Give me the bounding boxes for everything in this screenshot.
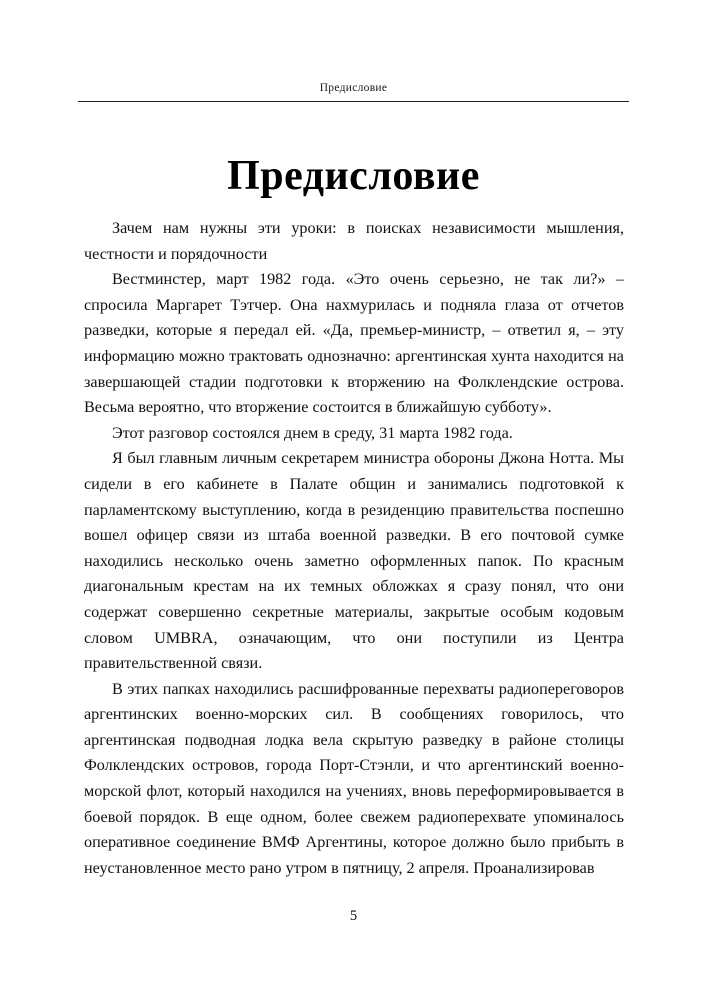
paragraph: Вестминстер, март 1982 года. «Это очень серьезно, не так ли?» – спросила Маргарет Тэтчер. Она нахмурилась и подняла глаза от отчетов разведки, которые я передал ей. «Да, премьер-министр, – ответил я, – эту информацию можно трактовать однозначно: аргентинская хунта находится на завершающей стадии подготовки к вторжению на Фолклендские острова. Весьма вероятно, что вторжение состоится в ближайшую субботу». xyxy=(84,270,624,417)
paragraph: Я был главным личным секретарем министра обороны Джона Нотта. Мы сидели в его кабинете в Палате общин и занимались подготовкой к парламентскому выступлению, когда в резиденцию правительства поспешно вошел офицер связи из штаба военной разведки. В его почтовой сумке находились несколько очень заметно оформленных папок. По красным диагональным крестам на их темных обложках я сразу понял, что они содержат совершенно секретные материалы, закрытые особым кодовым словом UMBRA, означающим, что они поступили из Центра правительственной связи. xyxy=(84,449,624,673)
header-divider xyxy=(78,101,629,102)
paragraph: Этот разговор состоялся днем в среду, 31 марта 1982 года. xyxy=(112,423,513,442)
page-title: Предисловие xyxy=(227,153,480,200)
paragraph: В этих папках находились расшифрованные перехваты радиопереговоров аргентинских военно-морских сил. В сообщениях говорилось, что аргентинская подводная лодка вела скрытую разведку в районе столицы Фолклендских островов, города Порт-Стэнли, и что аргентинский военно-морской флот, который находился на учениях, вновь переформировывается в боевой порядок. В еще одном, более свежем радиоперехвате упоминалось оперативное соединение ВМФ Аргентины, которое должно было прибыть в неустановленное место рано утром в пятницу, 2 апреля. Проанализировав xyxy=(84,679,624,877)
page-number: 5 xyxy=(349,908,358,924)
body-text xyxy=(84,216,624,881)
running-head: Предисловие xyxy=(319,82,388,94)
paragraph: Зачем нам нужны эти уроки: в поисках независимости мышления, честности и порядочности xyxy=(84,219,624,263)
